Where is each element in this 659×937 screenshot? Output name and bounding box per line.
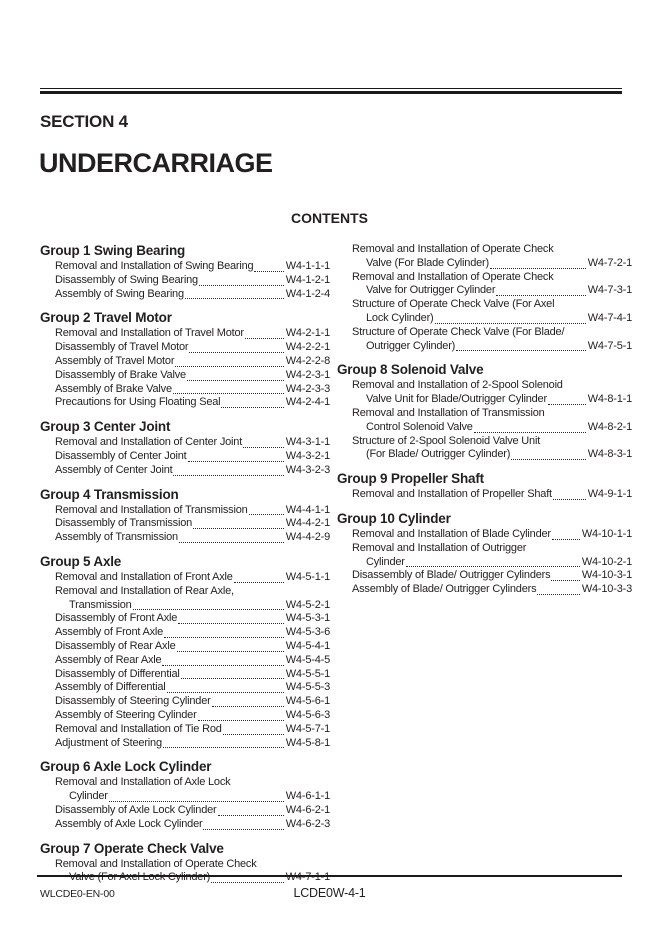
toc-entry-title: Disassembly of Swing Bearing xyxy=(55,273,198,286)
leader-dots xyxy=(406,566,580,567)
toc-entry xyxy=(40,585,330,613)
toc-entry-line xyxy=(337,393,632,407)
leader-dots xyxy=(193,528,284,529)
toc-entry-line xyxy=(337,583,632,597)
toc-entry-title: Disassembly of Transmission xyxy=(55,517,193,530)
toc-entry-line xyxy=(40,599,330,613)
toc-group xyxy=(337,471,632,502)
toc-entry-line xyxy=(337,257,632,271)
toc-entry-line xyxy=(337,407,632,421)
toc-entry-title: Disassembly of Differential xyxy=(55,667,180,680)
toc-entry-line xyxy=(40,396,330,410)
toc-group-title: Group 2 Travel Motor xyxy=(40,310,172,326)
toc-entry-line xyxy=(40,640,330,654)
toc-group xyxy=(40,841,330,886)
toc-entry xyxy=(40,517,330,531)
toc-entry-title: Adjustment of Steering xyxy=(55,736,162,749)
toc-entry-page: W4-5-8-1 xyxy=(285,736,330,749)
toc-entry xyxy=(40,818,330,832)
toc-group-title: Group 1 Swing Bearing xyxy=(40,243,186,258)
toc-entry xyxy=(40,383,330,397)
leader-dots xyxy=(548,404,586,405)
toc-entry xyxy=(40,274,330,288)
toc-entry-title: Disassembly of Blade/ Outrigger Cylinders xyxy=(352,569,551,582)
toc-entry-line xyxy=(337,488,632,502)
leader-dots xyxy=(163,747,284,748)
toc-entry-title: Disassembly of Rear Axle xyxy=(55,639,176,652)
toc-entry xyxy=(40,450,330,464)
toc-entry xyxy=(40,858,330,886)
toc-group-title: Group 7 Operate Check Valve xyxy=(40,840,224,856)
toc-entry-title: Structure of Operate Check Valve (For Axel xyxy=(352,298,555,311)
leader-dots xyxy=(218,815,284,816)
toc-entry-line xyxy=(40,531,330,545)
toc-entry xyxy=(337,298,632,326)
toc-entry-title: Assembly of Swing Bearing xyxy=(55,287,184,300)
toc-entry-title: Cylinder xyxy=(69,790,108,803)
toc-entry-title: Disassembly of Travel Motor xyxy=(55,341,189,354)
toc-entry-line xyxy=(40,858,330,872)
toc-entry xyxy=(40,369,330,383)
toc-entry-line xyxy=(337,556,632,570)
toc-entry xyxy=(337,435,632,463)
toc-entry-line xyxy=(40,790,330,804)
leader-dots xyxy=(203,829,283,830)
toc-group xyxy=(40,419,330,477)
toc-entry-line xyxy=(40,612,330,626)
leader-dots xyxy=(254,271,283,272)
toc-entry-line xyxy=(40,654,330,668)
toc-entry-title: Removal and Installation of Operate Check xyxy=(352,270,554,283)
toc-entry-line xyxy=(40,341,330,355)
toc-entry-line xyxy=(40,776,330,790)
toc-group xyxy=(337,362,632,462)
toc-entry-line xyxy=(40,436,330,450)
toc-entry-line xyxy=(40,260,330,274)
toc-entry-title: Valve (For Axel Lock Cylinder) xyxy=(69,871,211,884)
leader-dots xyxy=(173,475,283,476)
toc-entry-title: Removal and Installation of Transmission xyxy=(352,406,545,419)
toc-entry xyxy=(337,326,632,354)
toc-entry-line xyxy=(337,421,632,435)
toc-entry-title: Assembly of Travel Motor xyxy=(55,354,175,367)
toc-entry-line xyxy=(40,274,330,288)
toc-entry-page: W4-5-1-1 xyxy=(285,570,330,583)
section-label: SECTION 4 xyxy=(40,112,128,131)
toc-entry-line xyxy=(337,435,632,449)
leader-dots xyxy=(553,499,586,500)
toc-entry-line xyxy=(40,464,330,478)
toc-entry-page: W4-2-1-1 xyxy=(285,327,330,340)
toc-entry xyxy=(40,504,330,518)
toc-entry-line xyxy=(40,709,330,723)
toc-entry-line xyxy=(337,312,632,326)
footer-rule xyxy=(37,875,622,877)
leader-dots xyxy=(537,594,579,595)
toc-entry xyxy=(337,488,632,502)
toc-column-right xyxy=(337,243,632,885)
toc-entry-title: Structure of Operate Check Valve (For Blade/ xyxy=(352,325,565,338)
toc-entry-title: Removal and Installation of Outrigger xyxy=(352,541,527,554)
toc-group-title: Group 6 Axle Lock Cylinder xyxy=(40,759,212,775)
toc-entry-page: W4-6-2-1 xyxy=(285,803,330,816)
toc-entry xyxy=(337,379,632,407)
toc-group-title: Group 8 Solenoid Valve xyxy=(337,362,484,378)
toc-entry-page: W4-6-2-3 xyxy=(285,817,330,830)
toc-entry xyxy=(40,341,330,355)
toc-entry-line xyxy=(40,369,330,383)
leader-dots xyxy=(188,461,284,462)
contents-heading: CONTENTS xyxy=(291,210,368,226)
toc-entry-page: W4-9-1-1 xyxy=(587,488,632,501)
toc-entry-page: W4-5-6-1 xyxy=(285,695,330,708)
toc-entry-title: Assembly of Rear Axle xyxy=(55,653,162,666)
toc-group xyxy=(40,310,330,410)
toc-entry-page: W4-5-5-3 xyxy=(285,681,330,694)
toc-entry xyxy=(40,695,330,709)
toc-entry-page: W4-5-4-5 xyxy=(285,653,330,666)
toc-entry-title: Removal and Installation of Travel Motor xyxy=(55,327,244,340)
toc-entry-page: W4-2-3-3 xyxy=(285,382,330,395)
toc-entry-line xyxy=(337,379,632,393)
toc-entry-line xyxy=(40,723,330,737)
leader-dots xyxy=(185,298,284,299)
toc-entry-line xyxy=(40,517,330,531)
toc-entry-line xyxy=(337,569,632,583)
toc-entry xyxy=(337,271,632,299)
toc-entry-title: (For Blade/ Outrigger Cylinder) xyxy=(366,448,511,461)
toc-entry-page: W4-5-6-3 xyxy=(285,708,330,721)
leader-dots xyxy=(189,352,283,353)
leader-dots xyxy=(245,338,284,339)
toc-entry xyxy=(40,260,330,274)
leader-dots xyxy=(211,882,284,883)
toc-entry-line xyxy=(40,695,330,709)
toc-entry-line xyxy=(40,626,330,640)
leader-dots xyxy=(490,268,586,269)
toc-entry-title: Assembly of Center Joint xyxy=(55,463,173,476)
toc-columns xyxy=(40,243,632,885)
leader-dots xyxy=(511,459,586,460)
toc-entry-page: W4-8-3-1 xyxy=(587,448,632,461)
toc-entry-title: Lock Cylinder) xyxy=(366,311,434,324)
toc-entry-line xyxy=(40,681,330,695)
toc-entry-title: Disassembly of Axle Lock Cylinder xyxy=(55,803,217,816)
toc-entry-page: W4-2-2-8 xyxy=(285,354,330,367)
toc-entry xyxy=(40,668,330,682)
toc-entry xyxy=(40,804,330,818)
toc-entry-page: W4-2-2-1 xyxy=(285,341,330,354)
toc-entry-page: W4-4-1-1 xyxy=(285,503,330,516)
toc-entry-line xyxy=(337,284,632,298)
toc-entry-line xyxy=(40,355,330,369)
leader-dots xyxy=(175,366,283,367)
toc-entry-page: W4-3-2-3 xyxy=(285,463,330,476)
leader-dots xyxy=(456,350,586,351)
toc-entry-line xyxy=(40,288,330,302)
toc-entry xyxy=(337,407,632,435)
toc-entry-line xyxy=(337,298,632,312)
leader-dots xyxy=(212,706,284,707)
leader-dots xyxy=(199,285,284,286)
toc-entry-title: Cylinder xyxy=(366,555,405,568)
leader-dots xyxy=(474,432,586,433)
toc-entry-title: Disassembly of Front Axle xyxy=(55,612,178,625)
top-double-rule xyxy=(40,88,622,94)
toc-entry-page: W4-3-2-1 xyxy=(285,449,330,462)
toc-group xyxy=(40,487,330,545)
toc-entry-line xyxy=(40,818,330,832)
leader-dots xyxy=(243,447,284,448)
toc-group-title: Group 5 Axle xyxy=(40,553,122,569)
toc-entry-page: W4-5-2-1 xyxy=(285,598,330,611)
toc-entry xyxy=(40,709,330,723)
toc-entry-title: Disassembly of Center Joint xyxy=(55,449,187,462)
toc-entry-title: Valve for Outrigger Cylinder xyxy=(366,284,496,297)
toc-group xyxy=(337,243,632,353)
toc-entry-page: W4-1-1-1 xyxy=(285,260,330,272)
toc-entry-page: W4-8-1-1 xyxy=(587,393,632,406)
leader-dots xyxy=(164,637,284,638)
toc-entry-page: W4-10-3-3 xyxy=(581,583,632,596)
toc-entry-page: W4-10-2-1 xyxy=(581,555,632,568)
toc-entry-line xyxy=(40,504,330,518)
toc-entry-page: W4-6-1-1 xyxy=(285,790,330,803)
toc-entry-page: W4-10-3-1 xyxy=(581,569,632,582)
toc-entry-page: W4-5-4-1 xyxy=(285,639,330,652)
toc-entry xyxy=(40,681,330,695)
toc-entry-title: Valve Unit for Blade/Outrigger Cylinder xyxy=(366,393,547,406)
toc-entry-title: Removal and Installation of Center Joint xyxy=(55,436,243,449)
toc-entry-line xyxy=(337,326,632,340)
toc-entry xyxy=(337,583,632,597)
toc-entry xyxy=(40,612,330,626)
toc-entry-line xyxy=(40,804,330,818)
toc-entry-title: Assembly of Differential xyxy=(55,681,166,694)
toc-entry-page: W4-3-1-1 xyxy=(285,436,330,449)
toc-group xyxy=(40,759,330,831)
toc-entry-line xyxy=(40,327,330,341)
toc-entry-page: W4-7-5-1 xyxy=(587,339,632,352)
toc-entry-line xyxy=(40,737,330,751)
toc-entry-line xyxy=(40,585,330,599)
footer-page-code: LCDE0W-4-1 xyxy=(293,886,366,900)
toc-entry-page: W4-10-1-1 xyxy=(581,527,632,540)
toc-group xyxy=(40,243,330,301)
leader-dots xyxy=(133,609,284,610)
toc-entry-page: W4-2-3-1 xyxy=(285,368,330,381)
toc-entry-title: Disassembly of Steering Cylinder xyxy=(55,695,211,708)
toc-entry-title: Removal and Installation of Tie Rod xyxy=(55,722,222,735)
toc-entry-title: Removal and Installation of Operate Check xyxy=(55,857,257,870)
toc-entry-line xyxy=(40,871,330,885)
toc-entry-title: Removal and Installation of Swing Bearing xyxy=(55,260,254,272)
leader-dots xyxy=(234,582,284,583)
toc-group-title: Group 4 Transmission xyxy=(40,486,179,502)
toc-entry-page: W4-7-3-1 xyxy=(587,284,632,297)
toc-entry-page: W4-5-7-1 xyxy=(285,722,330,735)
leader-dots xyxy=(177,651,284,652)
toc-entry xyxy=(337,528,632,542)
toc-entry xyxy=(40,396,330,410)
leader-dots xyxy=(435,323,586,324)
toc-entry-title: Valve (For Blade Cylinder) xyxy=(366,256,489,269)
toc-entry-page: W4-8-2-1 xyxy=(587,420,632,433)
toc-entry-title: Removal and Installation of Rear Axle, xyxy=(55,584,234,597)
toc-entry-line xyxy=(40,571,330,585)
toc-entry-title: Structure of 2-Spool Solenoid Valve Unit xyxy=(352,434,541,447)
leader-dots xyxy=(551,580,579,581)
toc-entry xyxy=(40,737,330,751)
toc-entry-page: W4-7-2-1 xyxy=(587,256,632,269)
toc-group-title: Group 9 Propeller Shaft xyxy=(337,471,484,487)
toc-entry-page: W4-7-1-1 xyxy=(285,871,330,884)
toc-entry-title: Disassembly of Brake Valve xyxy=(55,368,186,381)
toc-entry-title: Removal and Installation of 2-Spool Solenoid xyxy=(352,379,563,392)
toc-entry-title: Removal and Installation of Blade Cylinder xyxy=(352,527,551,540)
toc-entry-line xyxy=(337,542,632,556)
toc-entry-title: Assembly of Brake Valve xyxy=(55,382,172,395)
toc-entry xyxy=(40,654,330,668)
toc-entry xyxy=(337,243,632,271)
leader-dots xyxy=(221,407,283,408)
toc-entry-page: W4-4-2-1 xyxy=(285,517,330,530)
leader-dots xyxy=(496,295,585,296)
leader-dots xyxy=(109,801,284,802)
toc-entry xyxy=(40,288,330,302)
page-title: UNDERCARRIAGE xyxy=(39,148,273,178)
toc-entry-title: Removal and Installation of Front Axle xyxy=(55,570,233,583)
leader-dots xyxy=(223,734,284,735)
toc-entry xyxy=(40,776,330,804)
toc-group-title: Group 3 Center Joint xyxy=(40,419,171,435)
toc-group-title: Group 10 Cylinder xyxy=(337,510,451,526)
toc-entry-line xyxy=(337,528,632,542)
leader-dots xyxy=(178,623,284,624)
toc-entry-line xyxy=(40,668,330,682)
toc-entry-title: Removal and Installation of Operate Check xyxy=(352,243,554,255)
leader-dots xyxy=(187,380,284,381)
toc-entry xyxy=(40,626,330,640)
toc-entry-title: Assembly of Transmission xyxy=(55,531,178,544)
toc-entry-title: Transmission xyxy=(69,598,132,611)
toc-column-left xyxy=(40,243,330,885)
toc-entry xyxy=(40,640,330,654)
toc-entry-title: Removal and Installation of Propeller Shaft xyxy=(352,488,552,501)
toc-entry-line xyxy=(337,448,632,462)
toc-entry xyxy=(40,355,330,369)
leader-dots xyxy=(179,542,284,543)
toc-entry xyxy=(337,542,632,570)
toc-entry xyxy=(40,436,330,450)
toc-entry xyxy=(40,327,330,341)
toc-entry-title: Removal and Installation of Transmission xyxy=(55,503,248,516)
toc-entry-title: Precautions for Using Floating Seal xyxy=(55,396,221,409)
toc-entry-page: W4-2-4-1 xyxy=(285,396,330,409)
toc-group xyxy=(337,511,632,597)
toc-entry-title: Removal and Installation of Axle Lock xyxy=(55,776,231,789)
leader-dots xyxy=(552,539,580,540)
leader-dots xyxy=(162,665,283,666)
leader-dots xyxy=(249,514,284,515)
leader-dots xyxy=(173,393,284,394)
toc-entry-title: Control Solenoid Valve xyxy=(366,420,473,433)
toc-entry-line xyxy=(40,450,330,464)
toc-entry-title: Outrigger Cylinder) xyxy=(366,339,456,352)
toc-entry xyxy=(40,571,330,585)
leader-dots xyxy=(167,692,284,693)
footer-doc-code: WLCDE0-EN-00 xyxy=(40,888,115,900)
leader-dots xyxy=(198,720,284,721)
toc-entry-title: Assembly of Steering Cylinder xyxy=(55,708,197,721)
toc-group xyxy=(40,554,330,750)
toc-entry xyxy=(40,723,330,737)
toc-entry-title: Assembly of Axle Lock Cylinder xyxy=(55,817,203,830)
toc-entry xyxy=(40,464,330,478)
toc-entry-page: W4-1-2-4 xyxy=(285,287,330,300)
toc-entry-page: W4-5-5-1 xyxy=(285,667,330,680)
toc-entry-page: W4-4-2-9 xyxy=(285,531,330,544)
toc-entry-line xyxy=(40,383,330,397)
leader-dots xyxy=(181,678,284,679)
toc-entry-page: W4-7-4-1 xyxy=(587,311,632,324)
toc-entry xyxy=(337,569,632,583)
toc-entry-page: W4-5-3-1 xyxy=(285,612,330,625)
toc-entry-title: Assembly of Blade/ Outrigger Cylinders xyxy=(352,583,537,596)
toc-entry xyxy=(40,531,330,545)
toc-entry-line xyxy=(337,243,632,257)
toc-entry-page: W4-5-3-6 xyxy=(285,626,330,639)
toc-entry-line xyxy=(337,271,632,285)
toc-entry-line xyxy=(337,340,632,354)
toc-entry-page: W4-1-2-1 xyxy=(285,273,330,286)
toc-entry-title: Assembly of Front Axle xyxy=(55,626,164,639)
